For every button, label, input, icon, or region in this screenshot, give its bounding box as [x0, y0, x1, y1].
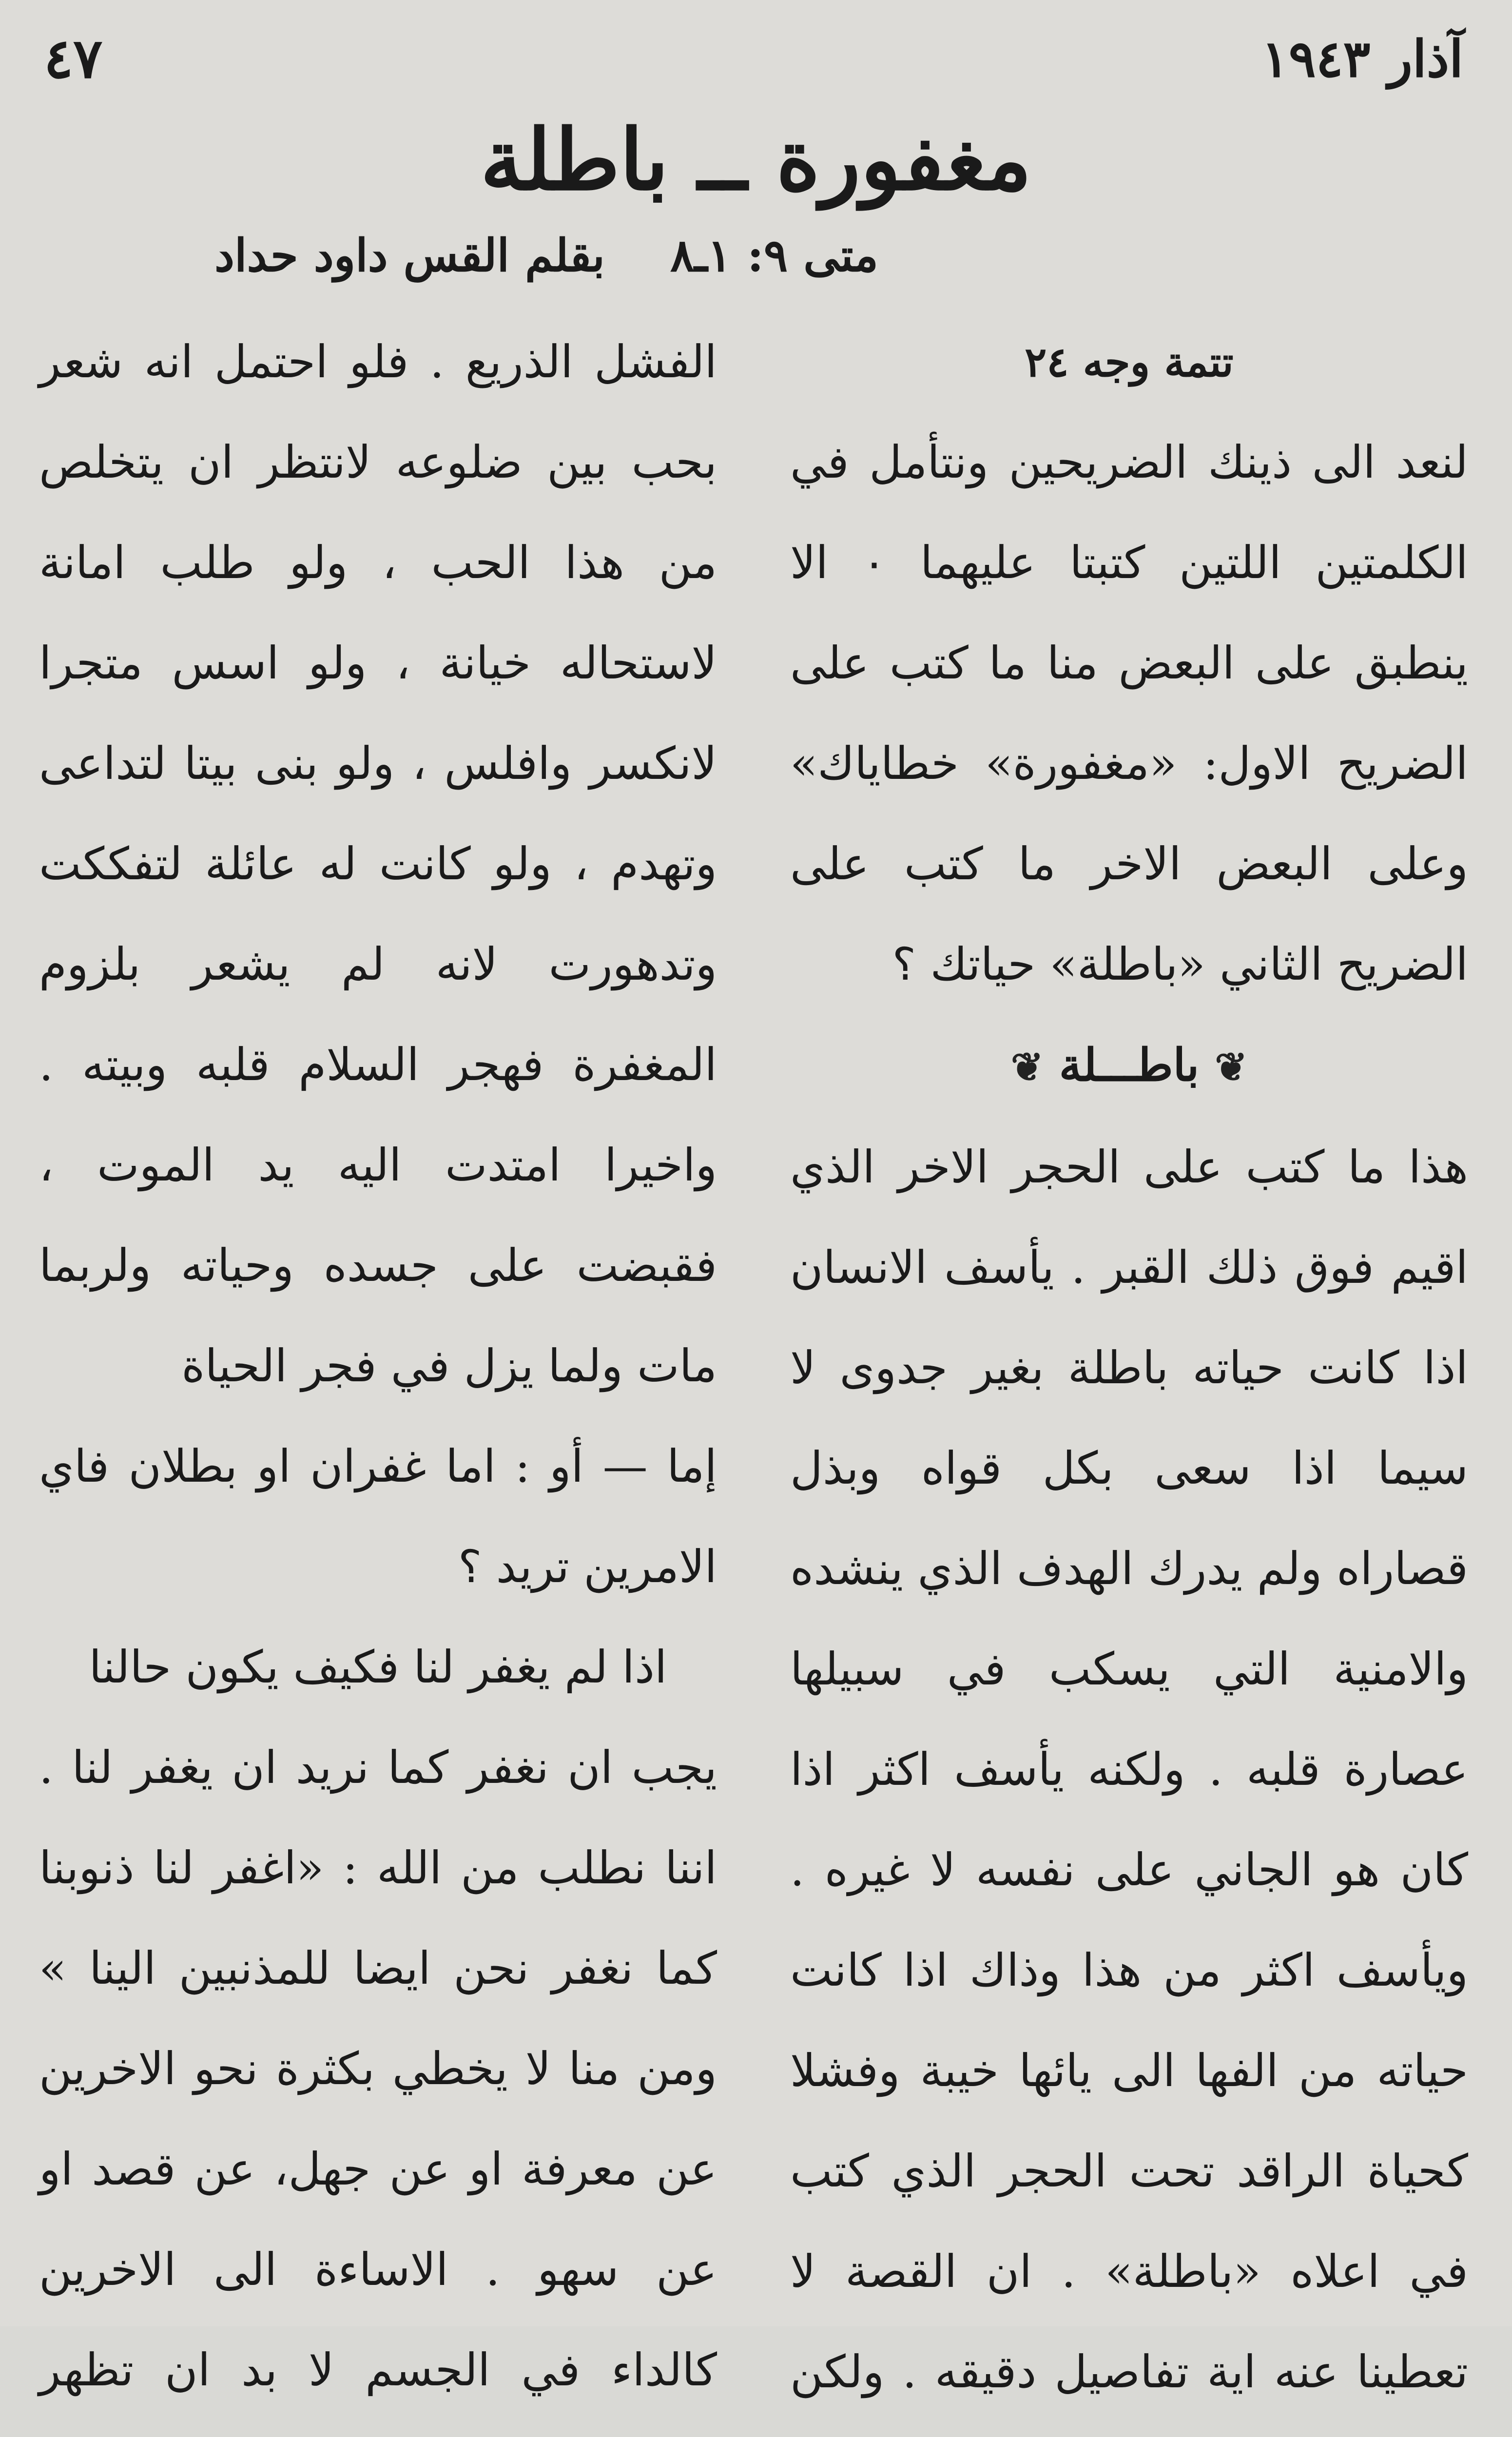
left-column [39, 312, 717, 2396]
article-title: مغفورة ــ باطلة [480, 110, 1032, 209]
paragraph: لنعد الى ذينك الضريحين ونتأمل في الكلمتين اللتين كتبتا عليهما ٠ الا ينطبق على البعض منا ما كتب على الضريح الاول: «مغفورة» خطاياك» وعلى البعض الاخر ما كتب على الضريح الثاني «باطلة» حياتك ؟ [790, 436, 1468, 990]
paragraph: إما — أو : اما غفران او بطلان فاي الامرين تريد ؟ [39, 1440, 717, 1593]
paragraph: الفشل الذريع . فلو احتمل انه شعر بحب بين ضلوعه لانتظر ان يتخلص من هذا الحب ، ولو طلب امانة لاستحاله خيانة ، ولو اسس متجرا لانكسر وافلس ، ولو بنى بيتا لتداعى وتهدم ، ولو كانت له عائلة لتفككت وتدهورت لانه لم يشعر بلزوم المغفرة فهجر السلام قلبه وبيته . واخيرا امتدت اليه يد الموت ، فقبضت على جسده وحياته ولربما مات ولما يزل في فجر الحياة [39, 336, 717, 1392]
scripture-reference: متى ٩: ١ـ٨ [670, 229, 878, 282]
section-heading-text: باطـــلة [1059, 1039, 1200, 1091]
paragraph: يجب ان نغفر كما نريد ان يغفر لنا . اننا نطلب من الله : «اغفر لنا ذنوبنا كما نغفر نحن ايضا للمذنبين الينا » ومن منا لا يخطي بكثرة نحو الاخرين عن معرفة او عن جهل، عن قصد او عن سهو . الاساءة الى الاخرين كالداء في الجسم لا بد ان تظهر [39, 1741, 717, 2396]
continuation-note: تتمة وجه ٢٤ [1025, 338, 1234, 386]
article-author: بقلم القس داود حداد [214, 229, 605, 282]
paragraph: اذا لم يغفر لنا فكيف يكون حالنا [89, 1641, 667, 1693]
ornament-icon: ❦ [1010, 1044, 1044, 1090]
paragraph: هذا ما كتب على الحجر الاخر الذي اقيم فوق ذلك القبر . يأسف الانسان اذا كانت حياته باطلة بغير جدوى لا سيما اذا سعى بكل قواه وبذل قصاراه ولم يدرك الهدف الذي ينشده والامنية التي يسكب في سبيلها عصارة قلبه . ولكنه يأسف اكثر اذا كان هو الجاني على نفسه لا غيره . ويأسف اكثر من هذا وذاك اذا كانت حياته من الفها الى يائها خيبة وفشلا كحياة الراقد تحت الحجر الذي كتب في اعلاه «باطلة» . ان القصة لا تعطينا عنه اية تفاصيل دقيقه . ولكن [790, 1141, 1468, 2398]
section-heading [790, 1015, 1468, 1117]
article-subheading [0, 229, 1512, 288]
page-header [44, 24, 1463, 93]
right-column [790, 312, 1468, 2398]
ornament-icon: ❦ [1215, 1044, 1248, 1090]
page-number: ٤٧ [44, 26, 103, 91]
issue-date: آذار ١٩٤٣ [1261, 28, 1463, 89]
article-columns [39, 312, 1468, 2398]
